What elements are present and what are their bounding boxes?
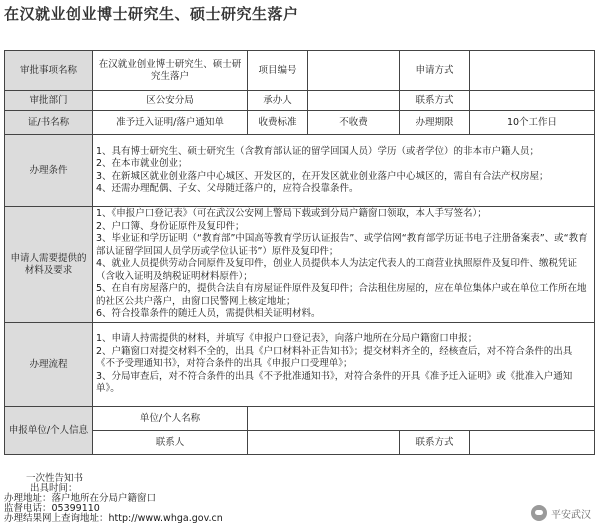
materials-block (93, 207, 595, 323)
department-label: 审批部门 (5, 91, 93, 111)
fee-value: 不收费 (308, 111, 400, 135)
supervision-phone: 监督电话：05399110 (4, 503, 100, 514)
approval-form-table (4, 50, 595, 455)
deadline-label: 办理期限 (400, 111, 470, 135)
conditions-block (93, 135, 595, 207)
issue-time: 出具时间： (30, 483, 78, 494)
certificate-label: 证/书名称 (5, 111, 93, 135)
form-row-applicant-name (5, 407, 595, 431)
process-label: 办理流程 (5, 323, 93, 407)
item-name-label: 审批事项名称 (5, 51, 93, 91)
materials-label: 申请人需要提供的材料及要求 (5, 207, 93, 323)
material-item: 5、在自有房屋落户的，提供合法自有房屋证件原件及复印件；合法租住房屋的，应在单位集体户或在单位工作所在地的社区公共户落户，由窗口民警网上核定地址； (96, 283, 587, 307)
handler-value (308, 91, 400, 111)
department-value: 区公安分局 (93, 91, 248, 111)
wechat-icon (531, 505, 547, 521)
deadline-value: 10个工作日 (470, 111, 595, 135)
page-title: 在汉就业创业博士研究生、硕士研究生落户 (4, 5, 299, 23)
watermark-text: 平安武汉 (551, 509, 591, 521)
condition-item: 3、在新城区就业创业落户中心城区、开发区的，在开发区就业创业落户中心城区的，需自有合法产权房屋； (96, 170, 549, 182)
form-row-materials (5, 207, 595, 323)
project-number-label: 项目编号 (248, 51, 308, 91)
certificate-value: 准予迁入证明/落户通知单 (93, 111, 248, 135)
material-item: 3、毕业证和学历证明（“教育部”中国高等教育学历认证报告”、或学信网“教育部学历证书电子注册备案表”、或“教育部认证留学回国人员学历或学位认证书”）原件及复印件； (96, 233, 588, 257)
conditions-label: 办理条件 (5, 135, 93, 207)
form-row-process (5, 323, 595, 407)
project-number-value (308, 51, 400, 91)
process-block (93, 323, 595, 407)
unit-name-label: 单位/个人名称 (93, 407, 248, 431)
form-row-applicant-contact (5, 431, 595, 455)
notice-footer (4, 474, 223, 524)
apply-method-value (470, 51, 595, 91)
form-row-certificate (5, 111, 595, 135)
material-item: 4、就业人员提供劳动合同原件及复印件，创业人员提供本人为法定代表人的工商营业执照原件及复印件、缴税凭证（含收入证明及纳税证明材料原件）； (96, 258, 578, 282)
contact-value (470, 91, 595, 111)
applicant-label: 申报单位/个人信息 (5, 407, 93, 455)
item-name-value: 在汉就业创业博士研究生、硕士研究生落户 (93, 51, 248, 91)
condition-item: 1、具有博士研究生、硕士研究生（含教育部认证的留学回国人员）学历（或者学位）的非本市户籍人员； (96, 145, 540, 157)
notice-title: 一次性告知书 (26, 473, 84, 484)
unit-name-value (248, 407, 595, 431)
condition-item: 2、在本市就业创业； (96, 158, 188, 169)
contact-person-value (248, 431, 400, 455)
process-item: 1、申请人持需提供的材料，并填写《申报户口登记表》，向落户地所在分局户籍窗口申报； (96, 333, 478, 345)
material-item: 2、户口簿、身份证原件及复印件； (96, 220, 245, 232)
process-item: 3、分局审查后，对不符合条件的出具《不予批准通知书》，对符合条件的开具《准予迁入证明》或《批准入户通知单》。 (96, 370, 573, 395)
phone-label: 联系方式 (400, 431, 470, 455)
contact-label: 联系方式 (400, 91, 470, 111)
fee-label: 收费标准 (248, 111, 308, 135)
contact-person-label: 联系人 (93, 431, 248, 455)
material-item: 1、《申报户口登记表》（可在武汉公安网上警局下载或到分局户籍窗口领取，本人手写签名）； (96, 208, 487, 220)
watermark (531, 505, 591, 521)
office-address: 办理地址：落户地所在分局户籍窗口 (4, 493, 157, 504)
form-row-conditions (5, 135, 595, 207)
handler-label: 承办人 (248, 91, 308, 111)
online-query: 办理结果网上查询地址：http://www.whga.gov.cn (4, 513, 223, 524)
material-item: 6、符合投靠条件的随迁人员，需提供相关证明材料。 (96, 308, 321, 320)
condition-item: 4、还需办理配偶、子女、父母随迁落户的，应符合投靠条件。 (96, 183, 359, 194)
phone-value (470, 431, 595, 455)
process-item: 2、户籍窗口对提交材料不全的，出具《户口材料补正告知书》；提交材料齐全的，经核查后，对不符合条件的出具《不予受理通知书》，对符合条件的出具《申报户口受理单》； (96, 345, 573, 370)
form-row-department (5, 91, 595, 111)
form-row-item-name (5, 51, 595, 91)
apply-method-label: 申请方式 (400, 51, 470, 91)
